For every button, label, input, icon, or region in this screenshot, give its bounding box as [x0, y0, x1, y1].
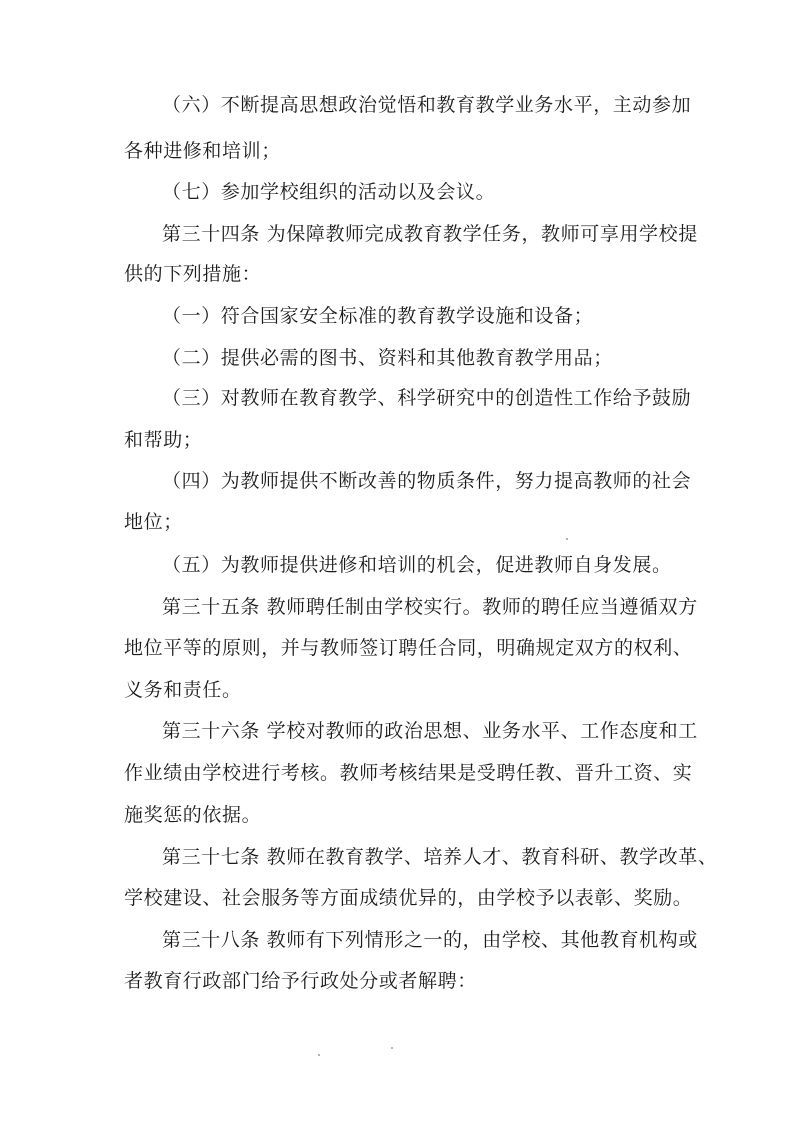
text-line: 地位平等的原则，并与教师签订聘任合同，明确规定双方的权利、 — [124, 637, 693, 659]
scan-speck — [391, 1047, 393, 1049]
text-line: 作业绩由学校进行考核。教师考核结果是受聘任教、晋升工资、实 — [124, 762, 693, 784]
text-line: （三）对教师在教育教学、科学研究中的创造性工作给予鼓励 — [162, 387, 692, 409]
text-line: 学校建设、社会服务等方面成绩优异的，由学校予以表彰、奖励。 — [124, 887, 693, 909]
scan-speck — [318, 1054, 320, 1056]
text-line: （一）符合国家安全标准的教育教学设施和设备； — [162, 305, 594, 327]
text-line: （二）提供必需的图书、资料和其他教育教学用品； — [162, 347, 613, 369]
text-line: （六）不断提高思想政治觉悟和教育教学业务水平，主动参加 — [162, 94, 692, 116]
text-line: 供的下列措施： — [124, 263, 262, 285]
text-line: 地位； — [124, 511, 183, 533]
text-line: 第三十八条 教师有下列情形之一的，由学校、其他教育机构或 — [162, 929, 698, 951]
text-line: 第三十四条 为保障教师完成教育教学任务，教师可享用学校提 — [162, 223, 698, 245]
text-line: 第三十六条 学校对教师的政治思想、业务水平、工作态度和工 — [162, 720, 698, 742]
text-line: 和帮助； — [124, 429, 203, 451]
text-line: （七）参加学校组织的活动以及会议。 — [162, 181, 496, 203]
scan-speck — [566, 538, 568, 540]
text-line: 者教育行政部门给予行政处分或者解聘： — [124, 970, 477, 992]
text-line: 第三十五条 教师聘任制由学校实行。教师的聘任应当遵循双方 — [162, 596, 698, 618]
text-line: 义务和责任。 — [124, 679, 242, 701]
text-line: （四）为教师提供不断改善的物质条件，努力提高教师的社会 — [162, 470, 692, 492]
text-line: （五）为教师提供进修和培训的机会，促进教师自身发展。 — [162, 554, 672, 576]
text-line: 施奖惩的依据。 — [124, 804, 262, 826]
text-line: 第三十七条 教师在教育教学、培养人才、教育科研、教学改革、 — [162, 846, 718, 868]
text-line: 各种进修和培训； — [124, 140, 281, 162]
